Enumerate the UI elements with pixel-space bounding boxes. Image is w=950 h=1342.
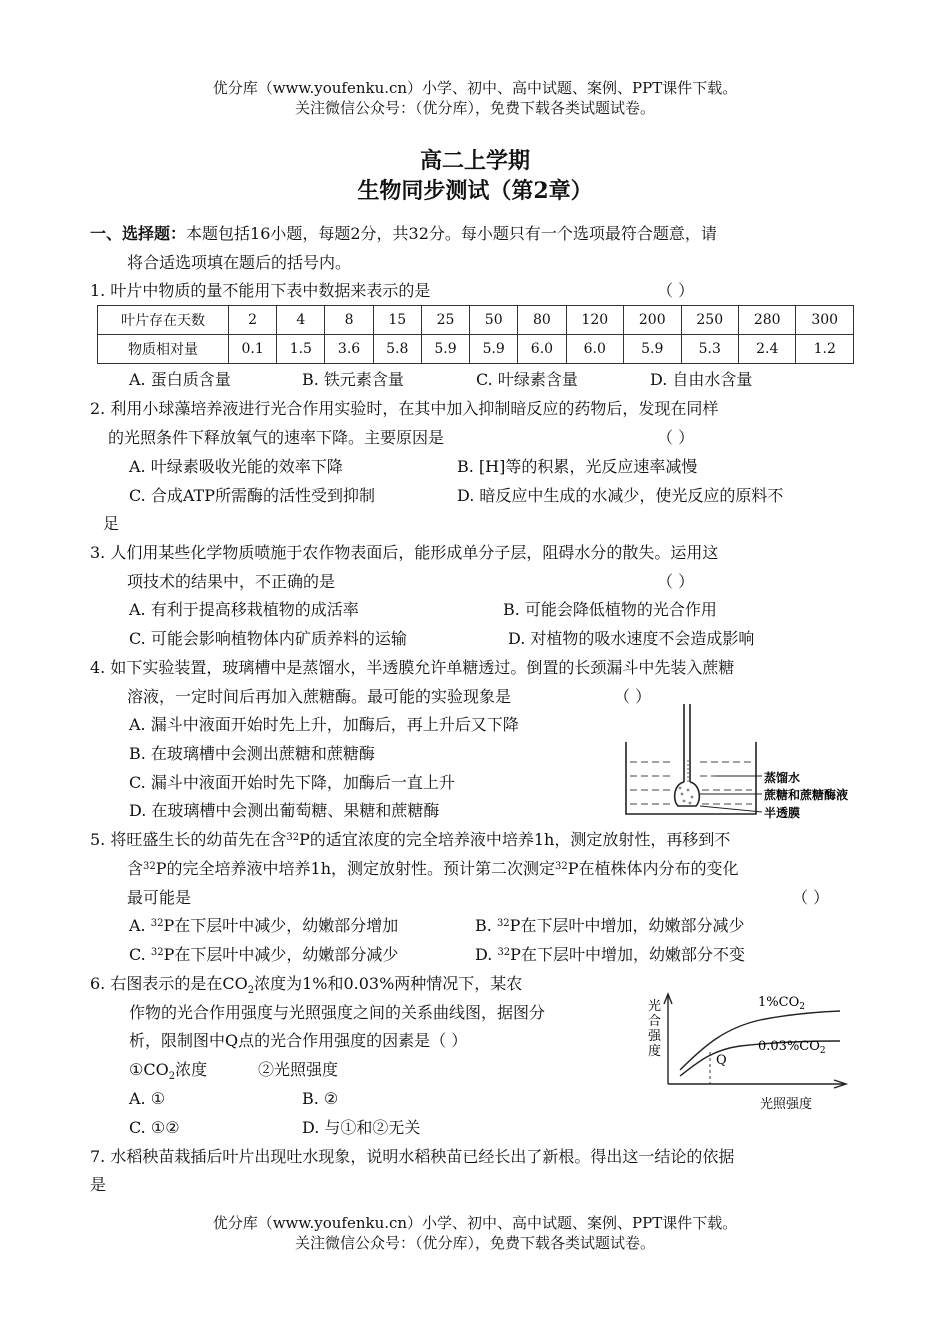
osmosis-apparatus-diagram <box>616 702 866 827</box>
q2-option-c[interactable]: C. 合成ATP所需酶的活性受到抑制 <box>129 486 375 505</box>
table-cell: 0.1 <box>229 335 277 364</box>
q5-answer-bracket[interactable]: （ ） <box>792 888 830 907</box>
label-sucrose-solution: 蔗糖和蔗糖酶液 <box>764 788 849 802</box>
q6-option-d[interactable]: D. 与①和②无关 <box>302 1118 421 1137</box>
header-line-2: 关注微信公众号：（优分库），免费下载各类试题试卷。 <box>294 99 655 117</box>
q1-data-table <box>97 305 854 364</box>
q1-option-d[interactable]: D. 自由水含量 <box>650 370 753 389</box>
q1-answer-bracket[interactable]: （ ） <box>657 281 695 300</box>
q1-option-b[interactable]: B. 铁元素含量 <box>302 370 404 389</box>
photosynthesis-curve-diagram <box>640 990 855 1118</box>
table-cell: 80 <box>518 306 566 335</box>
funnel-bulb <box>675 782 700 806</box>
y-axis-label-char: 度 <box>648 1044 662 1059</box>
q6-stem-3: 析，限制图中Q点的光合作用强度的因素是（ ） <box>129 1031 468 1050</box>
q-point-label: Q <box>716 1053 727 1068</box>
q6-factor-1: $①CO_2$浓度 <box>129 1060 208 1083</box>
q6-factor-2: ②光照强度 <box>258 1060 339 1079</box>
q7-stem-2: 是 <box>90 1175 107 1194</box>
table-cell: 5.9 <box>470 335 518 364</box>
q4-option-c[interactable]: C. 漏斗中液面开始时先下降，加酶后一直上升 <box>129 773 455 792</box>
q2-stem-1: 2. 利用小球藻培养液进行光合作用实验时，在其中加入抑制暗反应的药物后，发现在同样 <box>90 399 719 418</box>
q3-option-d[interactable]: D. 对植物的吸水速度不会造成影响 <box>508 629 755 648</box>
table-row <box>98 306 854 335</box>
x-axis-label: 光照强度 <box>760 1097 813 1112</box>
header-line-1: 优分库（www.youfenku.cn）小学、初中、高中试题、案例、PPT课件下载。 <box>212 79 738 97</box>
q2-option-d-cont: 足 <box>103 514 120 533</box>
q3-answer-bracket[interactable]: （ ） <box>657 572 695 591</box>
q5-stem-2: 含$^{32}$P的完全培养液中培养1h，测定放射性。预计第二次测定$^{32}$P在植株体内分布的变化 <box>127 859 739 878</box>
y-axis-label-char: 合 <box>648 1014 662 1029</box>
q2-stem-2: 的光照条件下释放氧气的速率下降。主要原因是 <box>108 428 445 447</box>
table-cell: 8 <box>325 306 373 335</box>
q3-option-b[interactable]: B. 可能会降低植物的光合作用 <box>503 600 717 619</box>
q2-answer-bracket[interactable]: （ ） <box>657 428 695 447</box>
table-cell: 6.0 <box>566 335 623 364</box>
table-cell: 25 <box>421 306 469 335</box>
curve-2-label: $0.03\%CO_2$ <box>758 1039 826 1056</box>
table-cell: 250 <box>681 306 738 335</box>
section-heading <box>90 223 717 245</box>
q5-option-a[interactable]: A. $^{32}$P在下层叶中减少，幼嫩部分增加 <box>129 916 399 935</box>
table-cell: 15 <box>373 306 421 335</box>
y-axis-label-char: 光 <box>648 999 662 1014</box>
q5-option-b[interactable]: B. $^{32}$P在下层叶中增加，幼嫩部分减少 <box>475 916 745 935</box>
table-cell: 5.9 <box>421 335 469 364</box>
q5-option-d[interactable]: D. $^{32}$P在下层叶中增加，幼嫩部分不变 <box>475 945 745 964</box>
q6-stem-2: 作物的光合作用强度与光照强度之间的关系曲线图，据图分 <box>129 1003 546 1022</box>
q4-option-a[interactable]: A. 漏斗中液面开始时先上升，加酶后，再上升后又下降 <box>129 715 519 734</box>
table-cell: 3.6 <box>325 335 373 364</box>
q2-option-a[interactable]: A. 叶绿素吸收光能的效率下降 <box>129 457 343 476</box>
q5-stem-3: 最可能是 <box>127 888 192 907</box>
section-label: 一、选择题： <box>90 224 187 243</box>
q4-stem-1: 4. 如下实验装置，玻璃槽中是蒸馏水，半透膜允许单糖透过。倒置的长颈漏斗中先装入蔗糖 <box>90 658 735 677</box>
leader-line-membrane <box>700 806 762 812</box>
table-cell: 5.9 <box>624 335 681 364</box>
section-text-1: 本题包括16小题，每题2分，共32分。每小题只有一个选项最符合题意，请 <box>186 224 717 243</box>
q7-stem-1: 7. 水稻秧苗栽插后叶片出现吐水现象，说明水稻秧苗已经长出了新根。得出这一结论的依据 <box>90 1147 735 1166</box>
q3-option-c[interactable]: C. 可能会影响植物体内矿质养料的运输 <box>129 629 407 648</box>
q4-answer-bracket[interactable]: （ ） <box>614 687 652 706</box>
table-cell: 2.4 <box>738 335 795 364</box>
q1-stem: 1. 叶片中物质的量不能用下表中数据来表示的是 <box>90 281 431 300</box>
q1-option-a[interactable]: A. 蛋白质含量 <box>129 370 231 389</box>
footer-line-2: 关注微信公众号：（优分库），免费下载各类试题试卷。 <box>294 1234 655 1252</box>
table-cell: 120 <box>566 306 623 335</box>
table-cell: 5.3 <box>681 335 738 364</box>
q3-stem-1: 3. 人们用某些化学物质喷施于农作物表面后，能形成单分子层，阻碍水分的散失。运用这 <box>90 543 719 562</box>
q5-option-c[interactable]: C. $^{32}$P在下层叶中减少，幼嫩部分减少 <box>129 945 399 964</box>
table-row-label: 叶片存在天数 <box>98 306 229 335</box>
q2-option-b[interactable]: B. [H]等的积累，光反应速率减慢 <box>457 457 698 476</box>
q6-stem-1: 6. 右图表示的是在$CO_2$浓度为1%和0.03%两种情况下，某农 <box>90 974 523 997</box>
curve-1-label: $1\%CO_2$ <box>758 995 805 1012</box>
page-title-line-1: 高二上学期 <box>419 148 530 174</box>
table-cell: 50 <box>470 306 518 335</box>
q4-option-d[interactable]: D. 在玻璃槽中会测出葡萄糖、果糖和蔗糖酶 <box>129 801 440 820</box>
table-cell: 200 <box>624 306 681 335</box>
table-cell: 1.5 <box>277 335 325 364</box>
table-cell: 280 <box>738 306 795 335</box>
table-cell: 2 <box>229 306 277 335</box>
y-axis-label <box>648 998 662 1059</box>
table-cell: 1.2 <box>796 335 854 364</box>
q4-stem-2: 溶液，一定时间后再加入蔗糖酶。最可能的实验现象是 <box>127 687 512 706</box>
label-semipermeable-membrane: 半透膜 <box>764 806 801 820</box>
q2-option-d[interactable]: D. 暗反应中生成的水减少，使光反应的原料不 <box>457 486 784 505</box>
section-text-2: 将合适选项填在题后的括号内。 <box>127 253 352 272</box>
y-axis-label-char: 强 <box>648 1029 662 1044</box>
table-row <box>98 335 854 364</box>
q6-option-a[interactable]: A. ① <box>129 1089 166 1108</box>
label-distilled-water: 蒸馏水 <box>764 771 801 785</box>
table-cell: 300 <box>796 306 854 335</box>
q4-option-b[interactable]: B. 在玻璃槽中会测出蔗糖和蔗糖酶 <box>129 744 375 763</box>
q3-option-a[interactable]: A. 有利于提高移栽植物的成活率 <box>129 600 359 619</box>
table-cell: 6.0 <box>518 335 566 364</box>
q6-option-b[interactable]: B. ② <box>302 1089 339 1108</box>
q5-stem-1: 5. 将旺盛生长的幼苗先在含$^{32}$P的适宜浓度的完全培养液中培养1h，测定放射性，再移到不 <box>90 830 731 849</box>
table-cell: 5.8 <box>373 335 421 364</box>
footer-line-1: 优分库（www.youfenku.cn）小学、初中、高中试题、案例、PPT课件下载。 <box>212 1214 738 1232</box>
page-title-line-2: 生物同步测试（第2章） <box>357 178 593 204</box>
table-cell: 4 <box>277 306 325 335</box>
q3-stem-2: 项技术的结果中，不正确的是 <box>127 572 336 591</box>
q6-option-c[interactable]: C. ①② <box>129 1118 180 1137</box>
q1-option-c[interactable]: C. 叶绿素含量 <box>476 370 578 389</box>
table-row-label: 物质相对量 <box>98 335 229 364</box>
